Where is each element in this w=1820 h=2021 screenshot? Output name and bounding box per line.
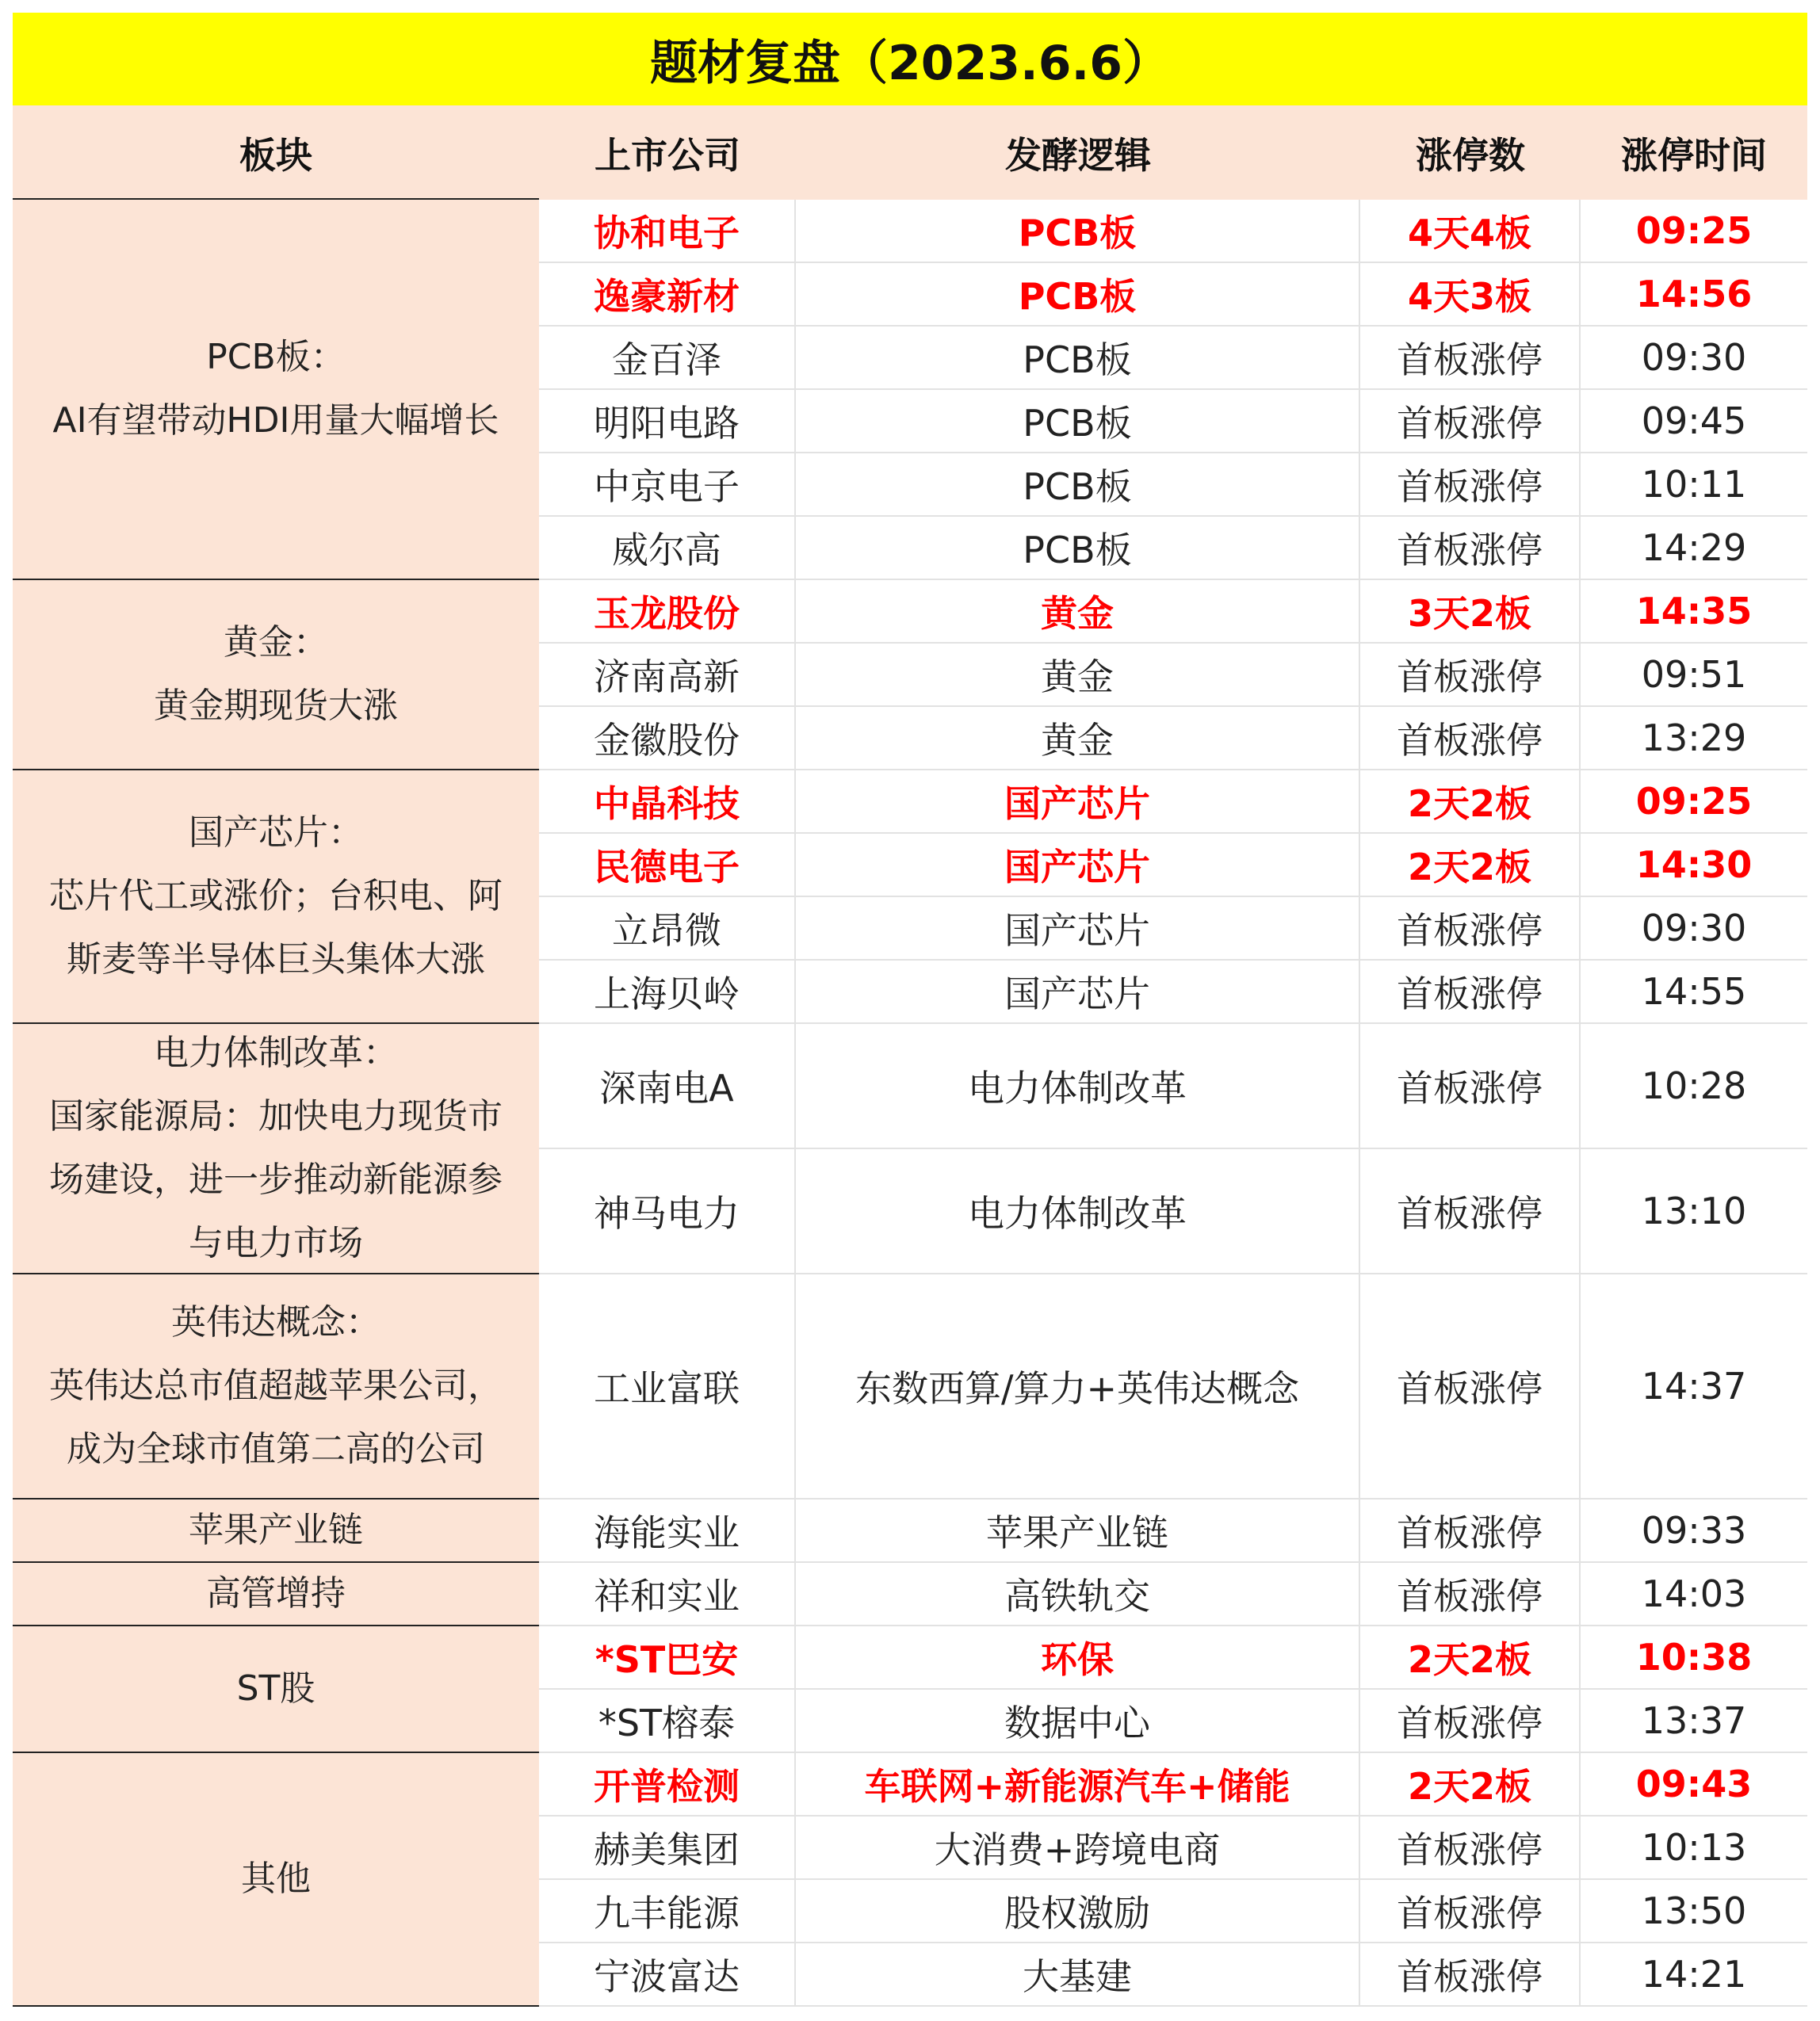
logic-cell: PCB板 — [796, 200, 1360, 263]
logic-cell: 大基建 — [796, 1943, 1360, 2007]
company-cell: 赫美集团 — [539, 1817, 796, 1880]
company-cell: 祥和实业 — [539, 1563, 796, 1626]
sector-label: 高管增持 — [206, 1573, 346, 1614]
company-cell: 工业富联 — [539, 1274, 796, 1500]
count-cell: 2天2板 — [1360, 1626, 1581, 1690]
count-cell: 首板涨停 — [1360, 644, 1581, 707]
time-cell: 14:30 — [1581, 834, 1807, 897]
sector-cell — [13, 1024, 539, 1274]
logic-cell: 高铁轨交 — [796, 1563, 1360, 1626]
time-cell: 14:56 — [1581, 263, 1807, 327]
time-cell: 09:30 — [1581, 327, 1807, 390]
count-cell: 首板涨停 — [1360, 961, 1581, 1024]
company-cell: *ST巴安 — [539, 1626, 796, 1690]
company-cell: 威尔高 — [539, 517, 796, 580]
logic-cell: 黄金 — [796, 644, 1360, 707]
count-cell: 首板涨停 — [1360, 327, 1581, 390]
time-cell: 10:38 — [1581, 1626, 1807, 1690]
time-cell: 14:03 — [1581, 1563, 1807, 1626]
company-cell: 立昂微 — [539, 897, 796, 961]
count-cell: 4天3板 — [1360, 263, 1581, 327]
time-cell: 13:37 — [1581, 1690, 1807, 1753]
time-cell: 13:10 — [1581, 1149, 1807, 1274]
sector-label: 电力体制改革： 国家能源局：加快电力现货市 场建设，进一步推动新能源参 与电力市场 — [49, 1033, 503, 1263]
count-cell: 首板涨停 — [1360, 1563, 1581, 1626]
logic-cell: 东数西算/算力+英伟达概念 — [796, 1274, 1360, 1500]
time-cell: 14:29 — [1581, 517, 1807, 580]
sector-cell — [13, 770, 539, 1024]
count-cell: 首板涨停 — [1360, 453, 1581, 517]
count-cell: 首板涨停 — [1360, 1880, 1581, 1943]
sector-cell — [13, 200, 539, 580]
company-cell: 宁波富达 — [539, 1943, 796, 2007]
sector-cell — [13, 1626, 539, 1753]
count-cell: 首板涨停 — [1360, 1149, 1581, 1274]
time-cell: 09:45 — [1581, 390, 1807, 453]
sector-label: 其他 — [241, 1859, 311, 1899]
time-cell: 13:50 — [1581, 1880, 1807, 1943]
logic-cell: PCB板 — [796, 453, 1360, 517]
count-cell: 首板涨停 — [1360, 1500, 1581, 1563]
table-title: 题材复盘（2023.6.6） — [13, 13, 1807, 108]
logic-cell: 环保 — [796, 1626, 1360, 1690]
sector-cell — [13, 1753, 539, 2007]
header-sector: 板块 — [13, 105, 539, 200]
sector-label: 国产芯片： 芯片代工或涨价；台积电、阿 斯麦等半导体巨头集体大涨 — [49, 812, 503, 980]
company-cell: 民德电子 — [539, 834, 796, 897]
header-company: 上市公司 — [539, 105, 796, 200]
count-cell: 3天2板 — [1360, 580, 1581, 644]
sector-label: PCB板： AI有望带动HDI用量大幅增长 — [52, 337, 499, 441]
logic-cell: 电力体制改革 — [796, 1024, 1360, 1149]
time-cell: 09:25 — [1581, 770, 1807, 834]
time-cell: 14:35 — [1581, 580, 1807, 644]
logic-cell: 黄金 — [796, 707, 1360, 770]
company-cell: 开普检测 — [539, 1753, 796, 1817]
sector-label: ST股 — [236, 1668, 315, 1709]
time-cell: 09:33 — [1581, 1500, 1807, 1563]
count-cell: 首板涨停 — [1360, 1274, 1581, 1500]
company-cell: 金徽股份 — [539, 707, 796, 770]
logic-cell: 大消费+跨境电商 — [796, 1817, 1360, 1880]
logic-cell: 苹果产业链 — [796, 1500, 1360, 1563]
time-cell: 09:30 — [1581, 897, 1807, 961]
company-cell: 玉龙股份 — [539, 580, 796, 644]
sector-label: 黄金： 黄金期现货大涨 — [154, 622, 398, 726]
logic-cell: PCB板 — [796, 517, 1360, 580]
logic-cell: PCB板 — [796, 390, 1360, 453]
sector-cell — [13, 1563, 539, 1626]
time-cell: 13:29 — [1581, 707, 1807, 770]
count-cell: 首板涨停 — [1360, 707, 1581, 770]
count-cell: 首板涨停 — [1360, 1024, 1581, 1149]
time-cell: 14:55 — [1581, 961, 1807, 1024]
time-cell: 09:51 — [1581, 644, 1807, 707]
sector-cell — [13, 1500, 539, 1563]
time-cell: 09:43 — [1581, 1753, 1807, 1817]
count-cell: 首板涨停 — [1360, 1943, 1581, 2007]
header-logic: 发酵逻辑 — [796, 105, 1360, 200]
logic-cell: 国产芯片 — [796, 897, 1360, 961]
count-cell: 2天2板 — [1360, 770, 1581, 834]
company-cell: 逸豪新材 — [539, 263, 796, 327]
sector-label: 英伟达概念： 英伟达总市值超越苹果公司， 成为全球市值第二高的公司 — [49, 1302, 503, 1469]
logic-cell: 数据中心 — [796, 1690, 1360, 1753]
review-table — [13, 13, 1807, 2008]
count-cell: 首板涨停 — [1360, 897, 1581, 961]
header-time: 涨停时间 — [1581, 105, 1807, 200]
company-cell: 深南电A — [539, 1024, 796, 1149]
logic-cell: PCB板 — [796, 263, 1360, 327]
time-cell: 14:21 — [1581, 1943, 1807, 2007]
count-cell: 首板涨停 — [1360, 390, 1581, 453]
logic-cell: 国产芯片 — [796, 770, 1360, 834]
count-cell: 首板涨停 — [1360, 1690, 1581, 1753]
time-cell: 10:28 — [1581, 1024, 1807, 1149]
company-cell: 明阳电路 — [539, 390, 796, 453]
count-cell: 首板涨停 — [1360, 517, 1581, 580]
logic-cell: 股权激励 — [796, 1880, 1360, 1943]
company-cell: 中京电子 — [539, 453, 796, 517]
time-cell: 14:37 — [1581, 1274, 1807, 1500]
company-cell: 中晶科技 — [539, 770, 796, 834]
logic-cell: 黄金 — [796, 580, 1360, 644]
time-cell: 10:11 — [1581, 453, 1807, 517]
count-cell: 2天2板 — [1360, 834, 1581, 897]
count-cell: 4天4板 — [1360, 200, 1581, 263]
time-cell: 09:25 — [1581, 200, 1807, 263]
logic-cell: 车联网+新能源汽车+储能 — [796, 1753, 1360, 1817]
header-count: 涨停数 — [1360, 105, 1581, 200]
company-cell: *ST榕泰 — [539, 1690, 796, 1753]
count-cell: 首板涨停 — [1360, 1817, 1581, 1880]
company-cell: 协和电子 — [539, 200, 796, 263]
logic-cell: PCB板 — [796, 327, 1360, 390]
time-cell: 10:13 — [1581, 1817, 1807, 1880]
company-cell: 济南高新 — [539, 644, 796, 707]
logic-cell: 国产芯片 — [796, 961, 1360, 1024]
company-cell: 金百泽 — [539, 327, 796, 390]
sector-cell — [13, 1274, 539, 1500]
company-cell: 海能实业 — [539, 1500, 796, 1563]
sector-label: 苹果产业链 — [189, 1510, 363, 1550]
company-cell: 神马电力 — [539, 1149, 796, 1274]
count-cell: 2天2板 — [1360, 1753, 1581, 1817]
company-cell: 九丰能源 — [539, 1880, 796, 1943]
logic-cell: 电力体制改革 — [796, 1149, 1360, 1274]
sector-cell — [13, 580, 539, 770]
company-cell: 上海贝岭 — [539, 961, 796, 1024]
logic-cell: 国产芯片 — [796, 834, 1360, 897]
